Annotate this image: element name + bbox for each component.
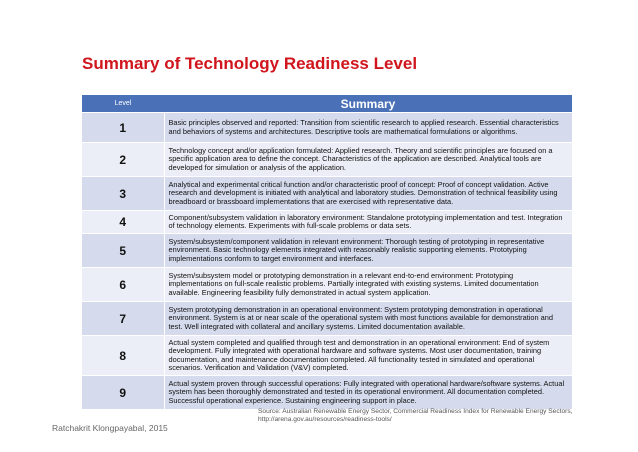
table-row bbox=[82, 177, 572, 211]
level-number: 6 bbox=[82, 268, 164, 302]
level-number: 8 bbox=[82, 336, 164, 376]
level-number: 9 bbox=[82, 376, 164, 410]
table-row bbox=[82, 336, 572, 376]
level-summary: Actual system completed and qualified through test and demonstration in an operational environment: End of system development. Fully integrated with operational hardware and software systems. Most user documentation, training documentation, and maintenance documentation completed. All functionality tested in simulated and operational scenarios. Verification and Validation (V&V) completed. bbox=[164, 336, 572, 376]
column-header-level: Level bbox=[82, 95, 164, 113]
table-row bbox=[82, 211, 572, 234]
column-header-summary: Summary bbox=[164, 95, 572, 113]
level-number: 2 bbox=[82, 143, 164, 177]
level-number: 3 bbox=[82, 177, 164, 211]
trl-table bbox=[82, 95, 572, 410]
table-row bbox=[82, 143, 572, 177]
level-number: 1 bbox=[82, 113, 164, 143]
table-header-row bbox=[82, 95, 572, 113]
level-summary: Basic principles observed and reported: Transition from scientific research to applied research. Essential characteristics and behaviors of systems and architectures. Descriptive tools are mathematical formulations or algorithms. bbox=[164, 113, 572, 143]
level-summary: Actual system proven through successful operations: Fully integrated with operational hardware/software systems. Actual system has been thoroughly demonstrated and tested in its operational environment. All documentation completed. Successful operational experience. Sustaining engineering support in place. bbox=[164, 376, 572, 410]
level-number: 4 bbox=[82, 211, 164, 234]
author-credit: Ratchakrit Klongpayabal, 2015 bbox=[52, 423, 168, 433]
table-row bbox=[82, 302, 572, 336]
slide-title: Summary of Technology Readiness Level bbox=[82, 54, 418, 73]
level-summary: Analytical and experimental critical function and/or characteristic proof of concept: Proof of concept validation. Active research and development is initiated with analytical and laboratory studies. Demonstration of technical feasibility using breadboard or brassboard implementations that are exercised with representative data. bbox=[164, 177, 572, 211]
level-summary: System/subsystem/component validation in relevant environment: Thorough testing of prototyping in representative environment. Basic technology elements integrated with reasonably realistic supporting elements. Prototyping implementations conform to target environment and interfaces. bbox=[164, 234, 572, 268]
table-row bbox=[82, 113, 572, 143]
level-number: 7 bbox=[82, 302, 164, 336]
table-row bbox=[82, 376, 572, 410]
level-summary: System prototyping demonstration in an operational environment: System prototyping demonstration in operational environment. System is at or near scale of the operational system with most functions available for demonstration and test. Well integrated with collateral and ancillary systems. Limited documentation available. bbox=[164, 302, 572, 336]
level-summary: System/subsystem model or prototyping demonstration in a relevant end-to-end environment: Prototyping implementations on full-scale realistic problems. Partially integrated with existing systems. Limited documentation available. Engineering feasibility fully demonstrated in actual system application. bbox=[164, 268, 572, 302]
table-row bbox=[82, 234, 572, 268]
source-citation: Source: Australian Renewable Energy Sector, Commercial Readiness Index for Renewable Energy Sectors, http://arena.gov.au/resources/readiness-tools/ bbox=[258, 408, 573, 423]
level-summary: Component/subsystem validation in laboratory environment: Standalone prototyping implementation and test. Integration of technology elements. Experiments with full-scale problems or data sets. bbox=[164, 211, 572, 234]
level-summary: Technology concept and/or application formulated: Applied research. Theory and scientific principles are focused on a specific application area to define the concept. Characteristics of the application are described. Analytical tools are developed for simulation or analysis of the application. bbox=[164, 143, 572, 177]
level-number: 5 bbox=[82, 234, 164, 268]
table-row bbox=[82, 268, 572, 302]
